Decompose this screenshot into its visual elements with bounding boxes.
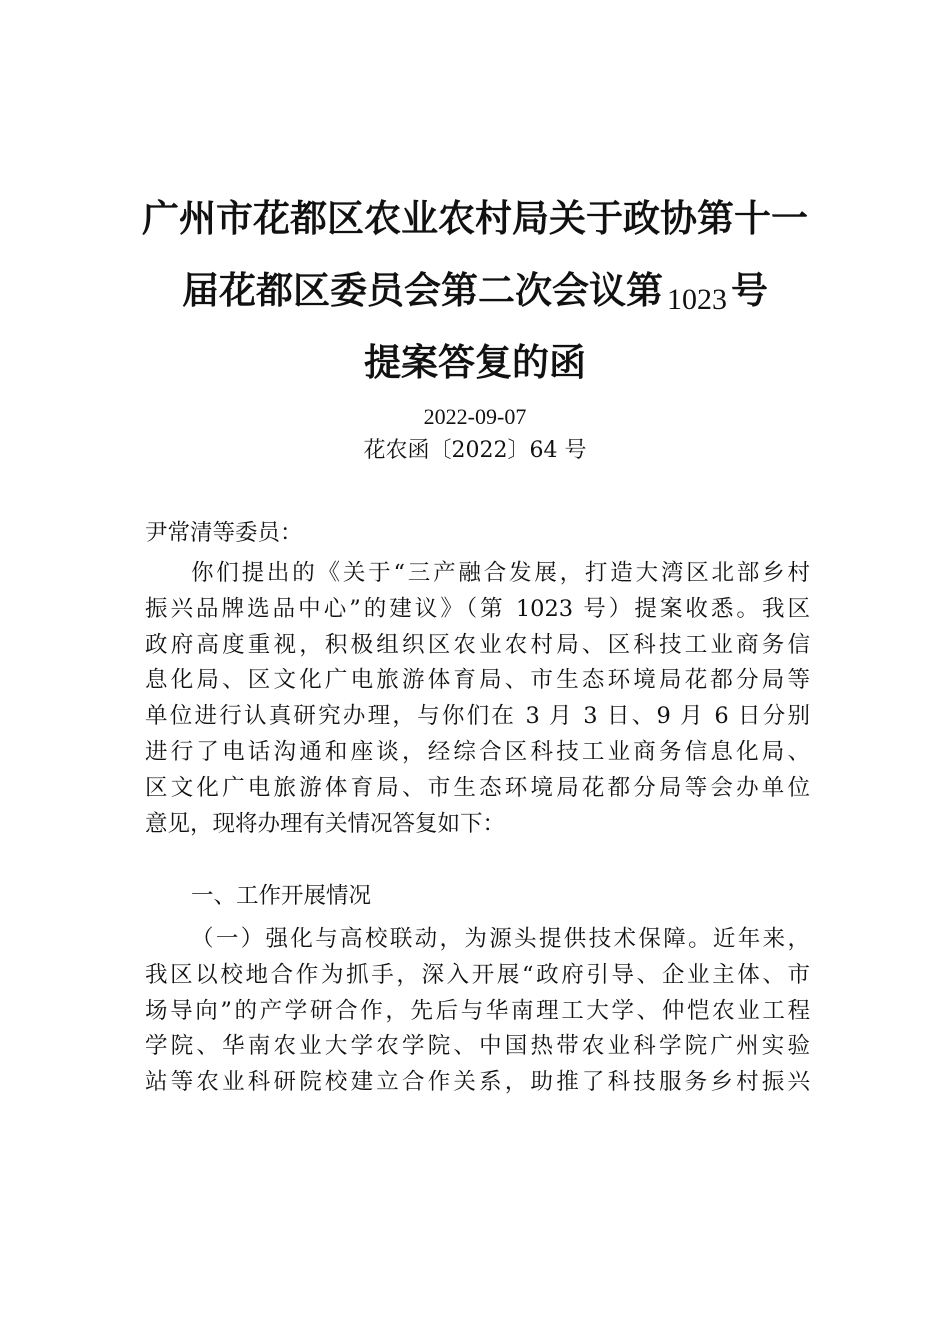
salutation: 尹常清等委员： <box>145 520 303 546</box>
paragraph-line: 学院、华南农业大学农学院、中国热带农业科学院广州实验 <box>145 1033 810 1060</box>
document-title-line-2 <box>120 268 830 316</box>
document-date: 2022-09-07 <box>423 404 527 429</box>
paragraph-1 <box>145 556 810 842</box>
paragraph-line: （一）强化与高校联动，为源头提供技术保障。近年来， <box>191 926 810 952</box>
paragraph-line: 息化局、区文化广电旅游体育局、市生态环境局花都分局等 <box>145 667 810 694</box>
title-line-2-suffix: 号 <box>731 268 768 312</box>
paragraph-2 <box>145 922 810 1101</box>
paragraph-line: 振兴品牌选品中心”的建议》（第 1023 号）提案收悉。我区 <box>145 595 810 622</box>
document-reference-number: 花农函〔2022〕64 号 <box>363 438 587 463</box>
paragraph-line: 单位进行认真研究办理，与你们在 3 月 3 日、9 月 6 日分别 <box>145 703 810 730</box>
document-title-line-1: 广州市花都区农业农村局关于政协第十一 <box>142 196 808 240</box>
paragraph-line: 区文化广电旅游体育局、市生态环境局花都分局等会办单位 <box>145 774 810 801</box>
paragraph-line: 场导向”的产学研合作，先后与华南理工大学、仲恺农业工程 <box>145 997 810 1024</box>
title-line-2-text: 届花都区委员会第二次会议第 <box>182 268 663 312</box>
paragraph-line: 意见，现将办理有关情况答复如下： <box>145 810 506 837</box>
proposal-number: 1023 <box>667 283 727 316</box>
paragraph-line: 我区以校地合作为抓手，深入开展“政府引导、企业主体、市 <box>145 961 810 988</box>
paragraph-line: 政府高度重视，积极组织区农业农村局、区科技工业商务信 <box>145 631 810 658</box>
paragraph-line: 站等农业科研院校建立合作关系，助推了科技服务乡村振兴 <box>145 1069 810 1096</box>
paragraph-line: 进行了电话沟通和座谈，经综合区科技工业商务信息化局、 <box>145 738 810 765</box>
section-heading: 一、工作开展情况 <box>191 883 372 909</box>
document-title-line-3: 提案答复的函 <box>364 340 586 384</box>
paragraph-line: 你们提出的《关于“三产融合发展，打造大湾区北部乡村 <box>191 560 810 586</box>
